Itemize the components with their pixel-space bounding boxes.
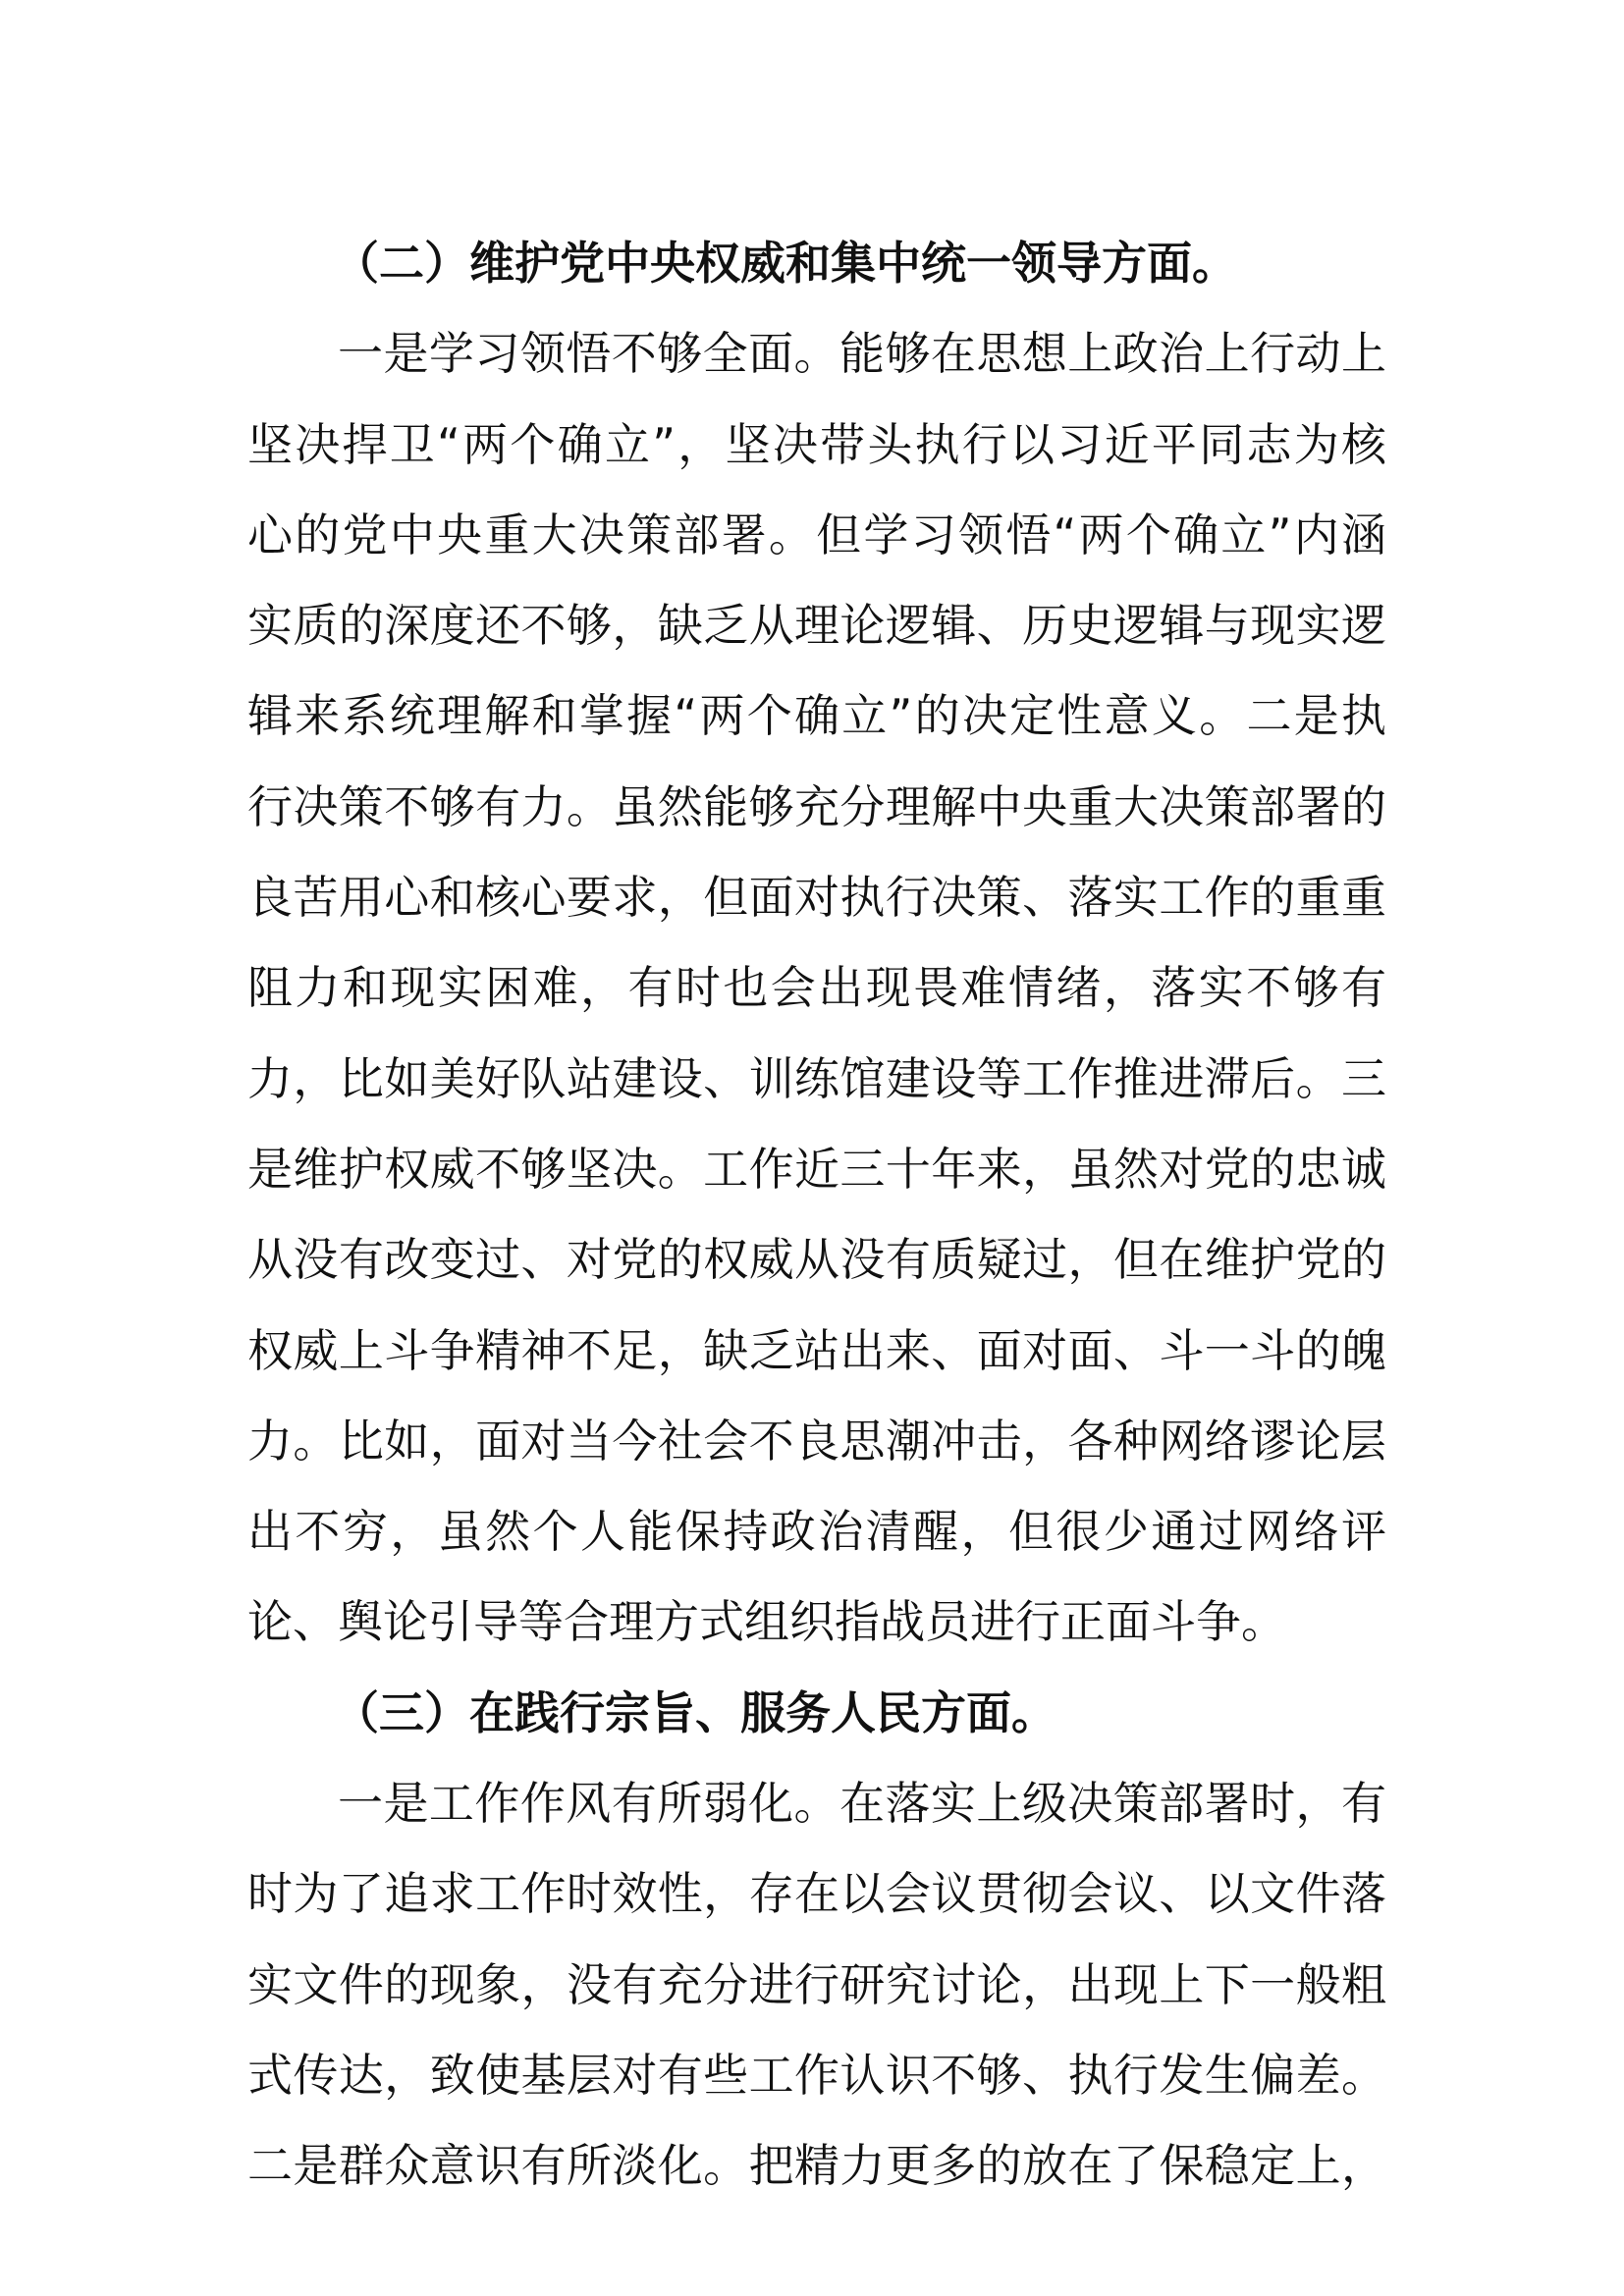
section-heading-3: （三）在践行宗旨、服务人民方面。 <box>334 1685 1056 1739</box>
paragraph-line: 一是学习领悟不够全面。能够在思想上政治上行动上 <box>338 327 1386 381</box>
paragraph-line: 良苦用心和核心要求，但面对执行决策、落实工作的重重 <box>247 871 1386 925</box>
paragraph-line: 实文件的现象，没有充分进行研究讨论，出现上下一般粗 <box>247 1957 1386 2011</box>
paragraph-line: 坚决捍卫“两个确立”，坚决带头执行以习近平同志为核 <box>247 417 1386 471</box>
paragraph-line: 力。比如，面对当今社会不良思潮冲击，各种网络谬论层 <box>247 1414 1386 1468</box>
paragraph-line: 从没有改变过、对党的权威从没有质疑过，但在维护党的 <box>247 1233 1386 1287</box>
paragraph-line: 时为了追求工作时效性，存在以会议贯彻会议、以文件落 <box>247 1867 1386 1921</box>
paragraph-line: 阻力和现实困难，有时也会出现畏难情绪，落实不够有 <box>247 961 1386 1015</box>
paragraph-line: 心的党中央重大决策部署。但学习领悟“两个确立”内涵 <box>247 507 1386 561</box>
section-heading-2: （二）维护党中央权威和集中统一领导方面。 <box>334 237 1237 290</box>
paragraph-line: 一是工作作风有所弱化。在落实上级决策部署时，有 <box>338 1777 1386 1831</box>
paragraph-line: 论、舆论引导等合理方式组织指战员进行正面斗争。 <box>247 1595 1286 1649</box>
paragraph-line: 出不穷，虽然个人能保持政治清醒，但很少通过网络评 <box>247 1505 1386 1559</box>
paragraph-line: 实质的深度还不够，缺乏从理论逻辑、历史逻辑与现实逻 <box>247 599 1386 653</box>
document-body <box>247 218 1386 2212</box>
paragraph-line: 行决策不够有力。虽然能够充分理解中央重大决策部署的 <box>247 779 1386 833</box>
paragraph-line: 是维护权威不够坚决。工作近三十年来，虽然对党的忠诚 <box>247 1142 1386 1196</box>
paragraph-line: 式传达，致使基层对有些工作认识不够、执行发生偏差。 <box>247 2048 1386 2102</box>
paragraph-line: 二是群众意识有所淡化。把精力更多的放在了保稳定上， <box>247 2139 1386 2193</box>
paragraph-line: 力，比如美好队站建设、训练馆建设等工作推进滞后。三 <box>247 1051 1386 1105</box>
paragraph-line: 辑来系统理解和掌握“两个确立”的决定性意义。二是执 <box>247 689 1386 743</box>
paragraph-line: 权威上斗争精神不足，缺乏站出来、面对面、斗一斗的魄 <box>247 1323 1386 1377</box>
